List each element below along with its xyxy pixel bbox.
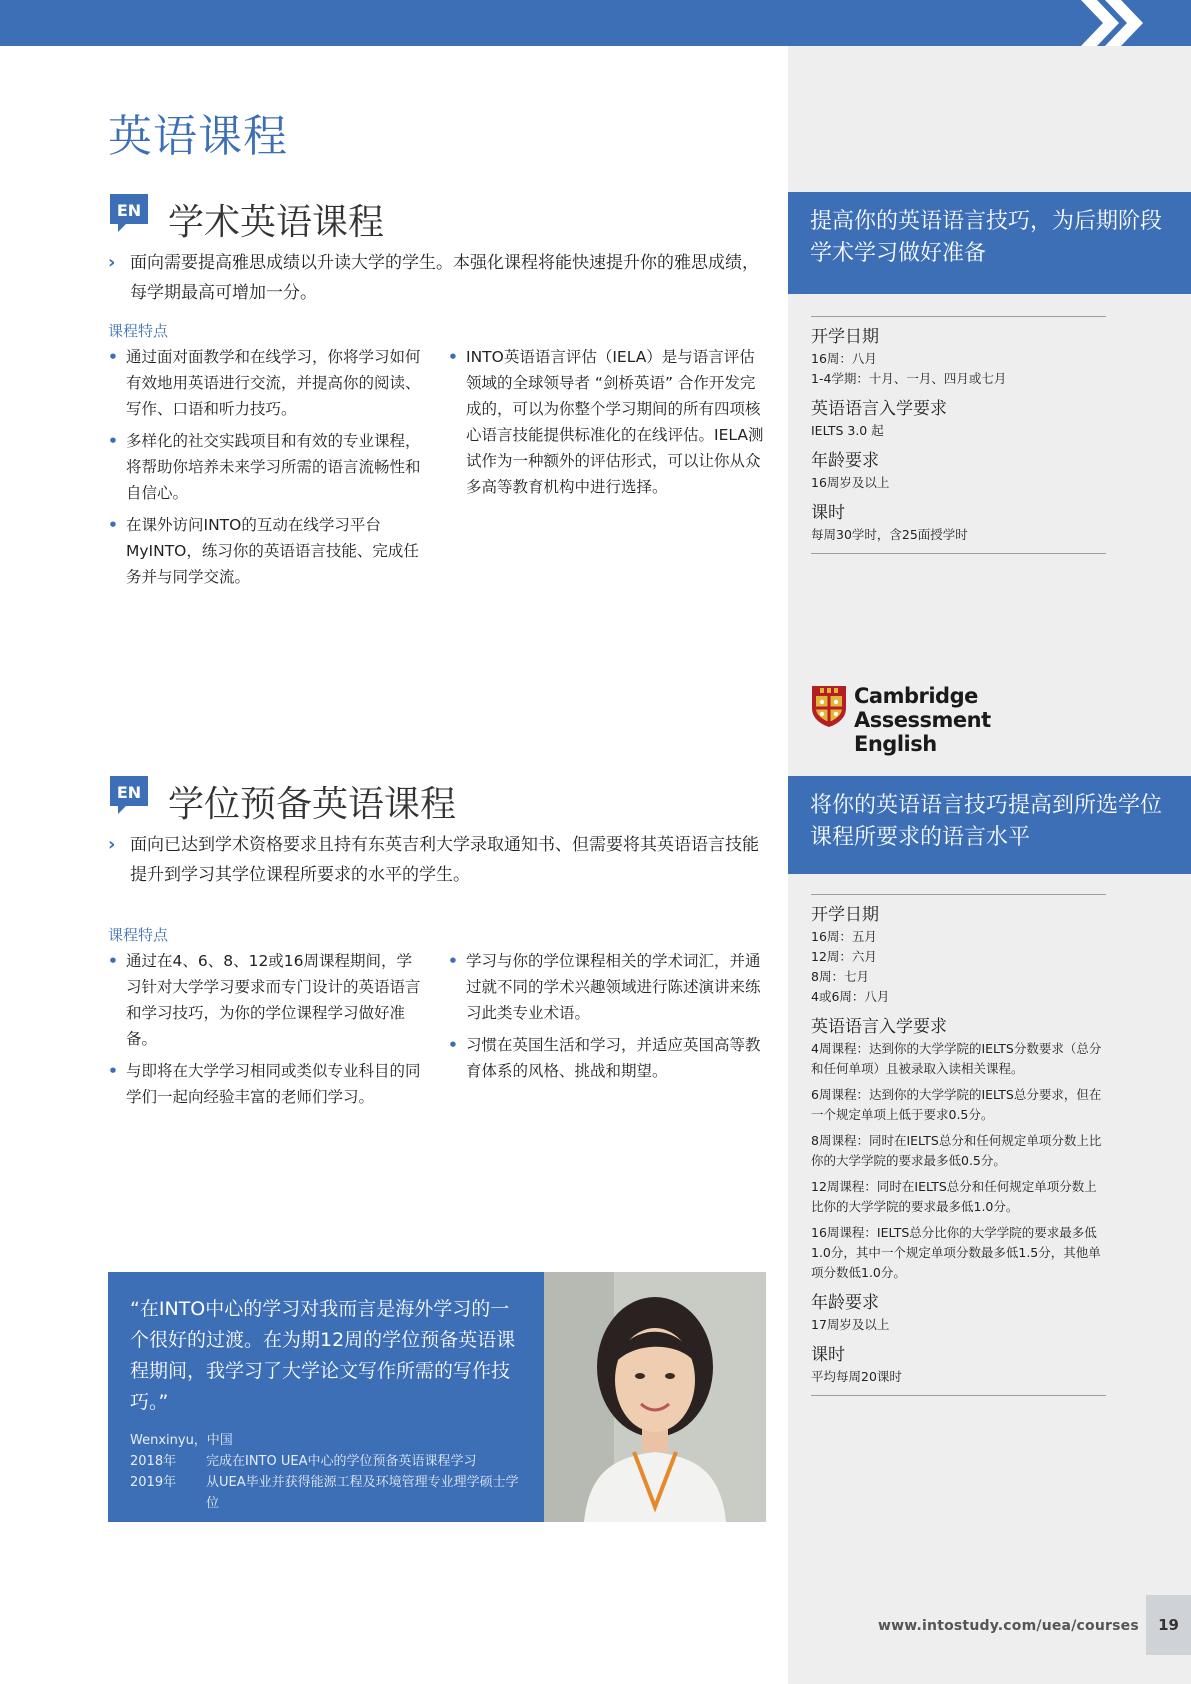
page-title: 英语课程 bbox=[108, 111, 288, 162]
course-details bbox=[811, 316, 1106, 554]
en-badge-icon bbox=[108, 774, 150, 816]
testimonial-quote: “在INTO中心的学习对我而言是海外学习的一个很好的过渡。在为期12周的学位预备英语课程期间，我学习了大学论文写作所需的写作技巧。” bbox=[130, 1298, 516, 1413]
student-portrait-image bbox=[544, 1272, 766, 1522]
entry-requirement-label: 英语语言入学要求 bbox=[811, 399, 947, 419]
start-date-value: 8周：七月 bbox=[811, 969, 869, 984]
timeline-year: 2019年 bbox=[130, 1475, 177, 1490]
entry-requirement-value: 8周课程：同时在IELTS总分和任何规定单项分数上比你的大学学院的要求最多低0.5分。 bbox=[811, 1133, 1102, 1168]
timeline-year: 2018年 bbox=[130, 1454, 177, 1469]
testimonial-name: Wenxinyu，中国 bbox=[130, 1433, 233, 1448]
double-chevron-right-icon bbox=[1081, 0, 1151, 46]
feature-item: • 学习与你的学位课程相关的学术词汇，并通过就不同的学术兴趣领域进行陈述演讲来练习此类专业术语。 bbox=[448, 948, 768, 1026]
header-bar bbox=[0, 0, 1191, 46]
divider bbox=[811, 316, 1106, 317]
features-list-right bbox=[448, 344, 768, 506]
features-label: 课程特点 bbox=[108, 322, 169, 340]
entry-requirement-value: 12周课程：同时在IELTS总分和任何规定单项分数上比你的大学学院的要求最多低1.0分。 bbox=[811, 1179, 1097, 1214]
age-requirement-value: 17周岁及以上 bbox=[811, 1317, 890, 1332]
feature-item: • 通过在4、6、8、12或16周课程期间，学习针对大学学习要求而专门设计的英语语言和学习技巧，为你的学位课程学习做好准备。 bbox=[108, 948, 426, 1052]
section-title-academic-english: 学术英语课程 bbox=[168, 202, 385, 243]
section-title-pre-sessional-english: 学位预备英语课程 bbox=[168, 784, 457, 825]
start-date-value: 16周：五月 bbox=[811, 929, 877, 944]
start-date-value: 4或6周：八月 bbox=[811, 989, 890, 1004]
entry-requirement-value: 16周课程：IELTS总分比你的大学学院的要求最多低1.0分，其中一个规定单项分数最多低1.5分，其他单项分数低1.0分。 bbox=[811, 1225, 1101, 1280]
divider bbox=[811, 894, 1106, 895]
feature-item: • INTO英语语言评估（IELA）是与语言评估领域的全球领导者 “剑桥英语” 合作开发完成的，可以为你整个学习期间的所有四项核心语言技能提供标准化的在线评估。IELA测试作为一种额外的评估形式，可以让你从众多高等教育机构中进行选择。 bbox=[448, 344, 768, 500]
age-requirement-label: 年龄要求 bbox=[811, 1293, 879, 1313]
entry-requirement-label: 英语语言入学要求 bbox=[811, 1017, 947, 1037]
features-list-right bbox=[448, 948, 768, 1090]
cambridge-shield-icon bbox=[810, 684, 848, 728]
chevron-right-icon: › bbox=[108, 834, 116, 855]
age-requirement-label: 年龄要求 bbox=[811, 451, 879, 471]
start-date-value: 1-4学期：十月、一月、四月或七月 bbox=[811, 371, 1007, 386]
section-highlight-box: 将你的英语语言技巧提高到所选学位课程所要求的语言水平 bbox=[788, 776, 1191, 874]
start-date-value: 12周：六月 bbox=[811, 949, 877, 964]
features-list-left bbox=[108, 948, 426, 1116]
start-date-label: 开学日期 bbox=[811, 905, 879, 925]
class-hours-value: 平均每周20课时 bbox=[811, 1369, 902, 1384]
timeline-text: 从UEA毕业并获得能源工程及环境管理专业理学硕士学位 bbox=[206, 1475, 519, 1511]
timeline-row bbox=[130, 1472, 524, 1514]
class-hours-value: 每周30学时，含25面授学时 bbox=[811, 527, 968, 542]
feature-item: • 通过面对面教学和在线学习，你将学习如何有效地用英语进行交流，并提高你的阅读、写作、口语和听力技巧。 bbox=[108, 344, 426, 422]
feature-item: • 在课外访问INTO的互动在线学习平台MyINTO，练习你的英语语言技能、完成任务并与同学交流。 bbox=[108, 512, 426, 590]
testimonial-box bbox=[108, 1272, 544, 1522]
timeline-text: 完成在INTO UEA中心的学位预备英语课程学习 bbox=[206, 1454, 477, 1469]
start-date-label: 开学日期 bbox=[811, 327, 879, 347]
svg-text:EN: EN bbox=[116, 201, 142, 220]
section-intro: › 面向需要提高雅思成绩以升读大学的学生。本强化课程将能快速提升你的雅思成绩，每学期最高可增加一分。 bbox=[108, 248, 768, 308]
feature-item: • 与即将在大学学习相同或类似专业科目的同学们一起向经验丰富的老师们学习。 bbox=[108, 1058, 426, 1110]
en-badge-icon bbox=[108, 192, 150, 234]
features-list-left bbox=[108, 344, 426, 596]
testimonial-attribution bbox=[130, 1430, 524, 1514]
footer-url[interactable]: www.intostudy.com/uea/courses bbox=[878, 1618, 1139, 1634]
entry-requirement-value: 4周课程：达到你的大学学院的IELTS分数要求（总分和任何单项）且被录取入读相关课程。 bbox=[811, 1041, 1102, 1076]
svg-text:EN: EN bbox=[116, 783, 142, 802]
entry-requirement-value: 6周课程：达到你的大学学院的IELTS总分要求，但在一个规定单项上低于要求0.5分。 bbox=[811, 1087, 1102, 1122]
feature-item: • 多样化的社交实践项目和有效的专业课程，将帮助你培养未来学习所需的语言流畅性和自信心。 bbox=[108, 428, 426, 506]
page-number: 19 bbox=[1146, 1595, 1191, 1655]
course-details bbox=[811, 894, 1106, 1396]
age-requirement-value: 16周岁及以上 bbox=[811, 475, 890, 490]
class-hours-label: 课时 bbox=[811, 1345, 845, 1365]
divider bbox=[811, 553, 1106, 554]
entry-requirement-value: IELTS 3.0 起 bbox=[811, 423, 884, 438]
timeline-row bbox=[130, 1451, 524, 1472]
section-highlight-box: 提高你的英语语言技巧，为后期阶段学术学习做好准备 bbox=[788, 192, 1191, 294]
section-intro: › 面向已达到学术资格要求且持有东英吉利大学录取通知书、但需要将其英语语言技能提升到学习其学位课程所要求的水平的学生。 bbox=[108, 830, 768, 890]
divider bbox=[811, 1395, 1106, 1396]
class-hours-label: 课时 bbox=[811, 503, 845, 523]
chevron-right-icon: › bbox=[108, 252, 116, 273]
feature-item: • 习惯在英国生活和学习，并适应英国高等教育体系的风格、挑战和期望。 bbox=[448, 1032, 768, 1084]
cambridge-assessment-logo: Cambridge Assessment English bbox=[810, 684, 1110, 732]
start-date-value: 16周：八月 bbox=[811, 351, 877, 366]
student-photo bbox=[544, 1272, 766, 1522]
features-label: 课程特点 bbox=[108, 926, 169, 944]
